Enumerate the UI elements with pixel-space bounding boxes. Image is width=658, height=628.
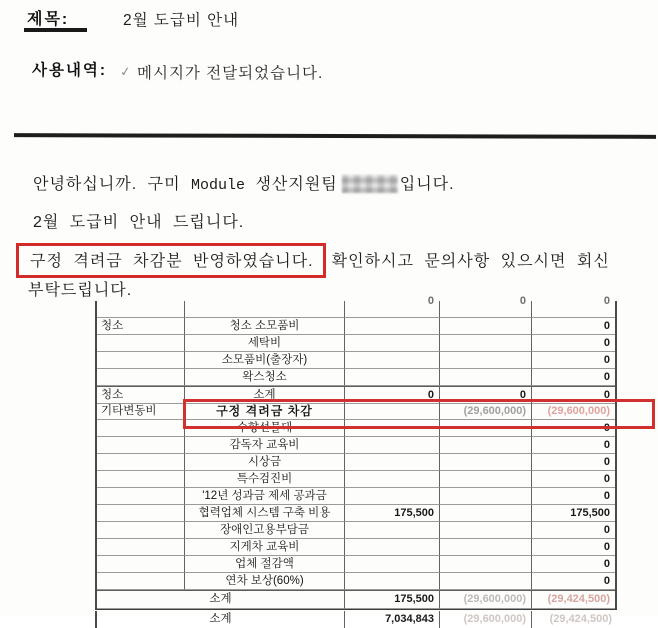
cell-value: 0 <box>532 318 615 335</box>
cell-value <box>440 573 532 590</box>
cell-value <box>345 437 440 454</box>
cell-value: 0 <box>532 539 615 556</box>
cell-value <box>440 556 532 573</box>
usage-label: 사용내역: <box>32 62 108 79</box>
cell-value <box>345 522 440 539</box>
cell-value: (29,600,000) <box>440 590 532 609</box>
cell-category <box>97 471 185 488</box>
cell-item: 특수검진비 <box>185 471 345 488</box>
cell-value <box>440 505 532 522</box>
cell-category <box>97 335 185 352</box>
cell-value <box>345 488 440 505</box>
table-row <box>97 420 615 437</box>
cell-category <box>97 556 185 573</box>
cell-value: 175,500 <box>532 505 615 522</box>
cell-value: 175,500 <box>345 590 440 609</box>
cell-value <box>440 420 532 437</box>
cell-category <box>97 352 185 369</box>
title-value: 2월 도급비 안내 <box>123 12 240 29</box>
cell-value <box>345 573 440 590</box>
cell-value <box>345 539 440 556</box>
followup-line2: 부탁드립니다. <box>28 282 133 299</box>
cell-category <box>97 301 185 318</box>
cell-value: 0 <box>532 437 615 454</box>
cell-item: 업체 절감액 <box>185 556 345 573</box>
cell-value: (29,600,000) <box>440 403 532 420</box>
cell-category <box>97 539 185 556</box>
notice-line: 2월 도급비 안내 드립니다. <box>33 214 245 231</box>
cell-value: 0 <box>532 573 615 590</box>
title-underline <box>24 28 87 32</box>
highlight-line <box>16 243 610 278</box>
cell-value <box>440 539 532 556</box>
redacted-name-block <box>342 175 398 193</box>
table-row <box>97 539 615 556</box>
cell-value <box>345 471 440 488</box>
cell-value: 0 <box>532 335 615 352</box>
cell-category: 기타변동비 <box>97 403 185 420</box>
cell-value <box>440 437 532 454</box>
table-row <box>97 505 615 522</box>
highlighted-sentence: 구정 격려금 차감분 반영하였습니다. <box>30 253 314 270</box>
cell-value: 0 <box>532 522 615 539</box>
cell-value <box>440 471 532 488</box>
cell-value: 0 <box>532 454 615 471</box>
cell-item: 협력업체 시스템 구축 비용 <box>185 505 345 522</box>
cell-item: 시상금 <box>185 454 345 471</box>
cell-item: 청소 소모품비 <box>185 318 345 335</box>
table-row <box>97 437 615 454</box>
table-row <box>97 335 615 352</box>
table-row <box>97 403 615 420</box>
table-row <box>97 556 615 573</box>
table-row <box>97 369 615 386</box>
cell-item: 세탁비 <box>185 335 345 352</box>
cell-value: 0 <box>532 420 615 437</box>
usage-value: 메시지가 전달되었습니다. <box>137 65 324 82</box>
cell-category <box>97 369 185 386</box>
cost-table-body <box>95 295 617 610</box>
cell-value <box>345 556 440 573</box>
cell-category: 청소 <box>97 318 185 335</box>
cell-value: 0 <box>532 369 615 386</box>
cell-value: 7,034,843 <box>345 611 440 628</box>
greeting-line <box>33 171 455 194</box>
cell-item: 지게차 교육비 <box>185 539 345 556</box>
table-row <box>97 522 615 539</box>
cost-table-bottom <box>95 611 617 628</box>
greeting-suffix-text: 입니다. <box>399 176 455 193</box>
cell-item: 소모품비(출장자) <box>185 352 345 369</box>
cell-item <box>185 301 345 318</box>
cell-category <box>97 488 185 505</box>
cell-item: 수향선물대 <box>185 420 345 437</box>
cell-value: 0 <box>440 386 532 404</box>
cell-item: '12년 성과금 제세 공과금 <box>185 488 345 505</box>
cell-value <box>345 403 440 420</box>
cell-category: 청소 <box>97 386 185 404</box>
cell-value: 0 <box>345 301 440 318</box>
cell-value <box>345 454 440 471</box>
cell-value <box>440 318 532 335</box>
cell-value <box>345 318 440 335</box>
cell-value: 0 <box>532 471 615 488</box>
cell-value: (29,424,500) <box>549 613 612 625</box>
table-row <box>97 573 615 590</box>
greeting-text: 안녕하십니까. 구미 <box>33 176 181 193</box>
cell-value: (29,600,000) <box>440 611 532 628</box>
cell-item: 소계 <box>185 386 345 404</box>
highlighted-sentence-box <box>16 243 326 278</box>
cell-category <box>97 573 185 590</box>
cell-value <box>345 420 440 437</box>
cell-category <box>97 437 185 454</box>
cell-item: 구정 격려금 차감 <box>185 403 345 420</box>
cell-item: 소계 <box>97 611 345 628</box>
cell-value <box>440 369 532 386</box>
cell-value <box>440 488 532 505</box>
title-label: 제목: <box>27 11 70 28</box>
greeting-team-text: 생산지원팀 <box>255 176 338 193</box>
table-row <box>97 386 615 403</box>
cell-value: 0 <box>532 556 615 573</box>
cell-item: 감독자 교육비 <box>185 437 345 454</box>
table-row <box>97 318 615 335</box>
cell-value: 0 <box>532 386 615 404</box>
greeting-latin-text: Module <box>191 177 246 194</box>
cell-item: 왁스청소 <box>185 369 345 386</box>
table-row <box>97 471 615 488</box>
table-row <box>95 611 617 628</box>
cell-value: 0 <box>532 352 615 369</box>
cell-category <box>97 420 185 437</box>
cell-value: 0 <box>532 488 615 505</box>
section-divider <box>14 133 656 138</box>
cell-item: 장애인고용부담금 <box>185 522 345 539</box>
table-row <box>97 454 615 471</box>
table-row <box>97 488 615 505</box>
table-row <box>97 295 615 318</box>
cell-value: 0 <box>532 301 615 318</box>
cell-value <box>345 369 440 386</box>
table-row <box>97 352 615 369</box>
cell-value: 0 <box>345 386 440 404</box>
check-icon: ✓ <box>119 63 132 80</box>
cell-value <box>440 335 532 352</box>
followup-text: 확인하시고 문의사항 있으시면 회신 <box>331 253 610 270</box>
cell-value: (29,600,000) <box>532 403 615 420</box>
cell-category <box>97 522 185 539</box>
cell-value <box>440 454 532 471</box>
cell-value <box>440 352 532 369</box>
cell-value: (29,424,500) <box>532 590 615 609</box>
cell-category <box>97 454 185 471</box>
cell-category <box>97 505 185 522</box>
cell-value <box>440 522 532 539</box>
cell-value <box>345 335 440 352</box>
cell-value <box>345 352 440 369</box>
cell-item: 연차 보상(60%) <box>185 573 345 590</box>
table-row <box>97 590 615 608</box>
cell-value: 0 <box>440 301 532 318</box>
cell-item: 소계 <box>97 590 345 609</box>
cell-value: 175,500 <box>345 505 440 522</box>
